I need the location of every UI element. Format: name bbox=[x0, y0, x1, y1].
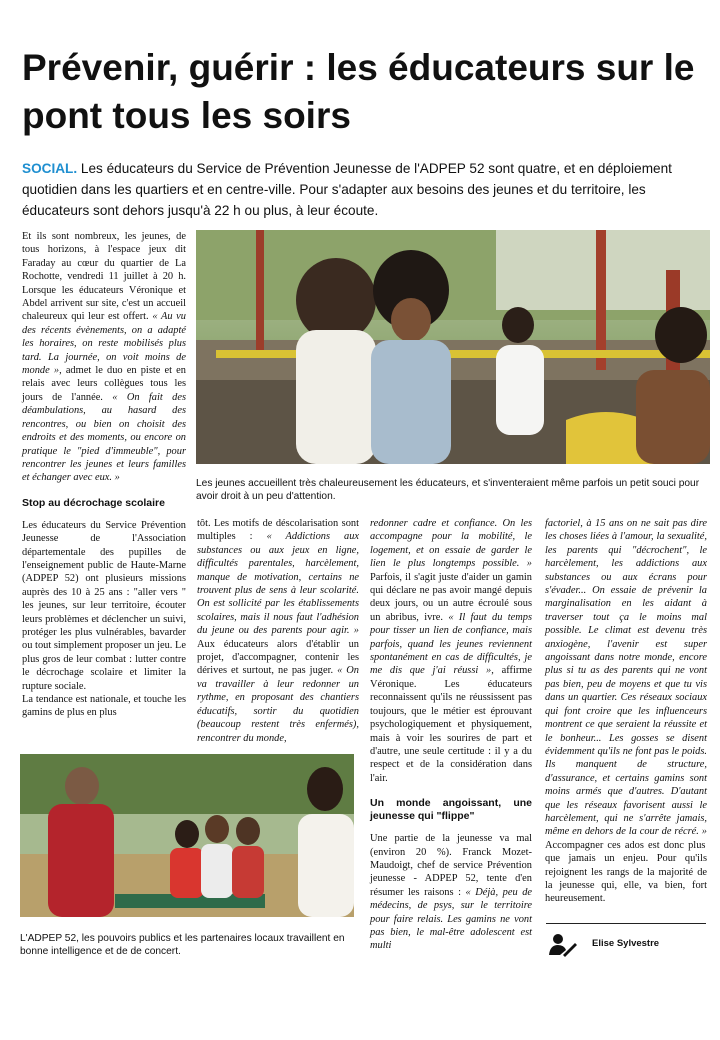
lead-kicker: SOCIAL. bbox=[22, 161, 78, 176]
quote: « On va travailler à leur redonner un rythme, en proposant des chantiers éducatifs, sortir du quotidien (beaucoup restent très enfermés), rencontrer du monde, bbox=[197, 665, 359, 744]
photo-adpep-group-image bbox=[20, 754, 354, 917]
quote: « Addictions aux substances ou aux jeux en ligne, difficultés parentales, harcèlement, manque de motivation, certains ne trouvent plus de sens à leur scolarité. On est sollicité par les établissements scolaires, mais il nous faut l'adhésion du jeune ou des parents pour agir. » bbox=[197, 531, 360, 637]
photo-youth-educators bbox=[196, 230, 710, 464]
column-1 bbox=[22, 230, 186, 720]
body-text: Accompagner ces ados est donc plus que jamais un enjeu. Pour qu'ils rejoignent les rangs de la majorité de la jeunesse qui, elle, va bien, fort heureusement. bbox=[545, 839, 707, 905]
quote: factoriel, à 15 ans on ne sait pas dire les choses liées à l'amour, la sexualité, les parents qui "décrochent", le harcèlement, les addictions aux substances ou aux écrans pour s'évader... On essaie de prévenir la marginalisation en les aidant à traverser tout ça le moins mal possible. Le climat est devenu très anxiogène, l'avenir est super angoissant dans notre monde, encore plus si tu as des parents qui ne vont pas bien, peu de moyens et que tu vis dans un quartier. Ces réseaux sociaux qui font croire que les influenceurs montrent ce que seraient la réussite et le bonheur... Les gosses se disent évidemment qu'ils ne font pas le poids. Ils manquent de structure, d'assurance, et certains gamins sont moins armés que d'autres. D'autant que les réseaux favorisent aussi le harcèlement, qui ne s'arrête jamais, même en dehors de la cour de récré. » bbox=[545, 518, 707, 838]
body-text: , affirme Véronique. Les éducateurs reconnaissent qu'ils ne réussissent pas toujours, que le métier est éprouvant psychologiquement et physiquement, mais à voir les sourires de part et d'autre, une seule certitude : il y a du respect et de la considération dans l'air. bbox=[370, 665, 532, 784]
article-title: Prévenir, guérir : les éducateurs sur le pont tous les soirs bbox=[22, 47, 695, 136]
author-icon bbox=[548, 933, 578, 957]
caption-bottom-photo: L'ADPEP 52, les pouvoirs publics et les partenaires locaux travaillent en bonne intelligence et de de concert. bbox=[20, 933, 345, 957]
quote: « Au vu des récents évènements, on a adapté les horaires, on reste mobilisés plus tard. La journée, on voit moins de monde » bbox=[22, 311, 186, 377]
lead-text: Les éducateurs du Service de Prévention Jeunesse de l'ADPEP 52 sont quatre, et en déploiement quotidien dans les quartiers et en centre-ville. Pour s'adapter aux besoins des jeunes et du territoire, les éducateurs sont dehors jusqu'à 22 h ou plus, à leur écoute. bbox=[22, 161, 672, 218]
body-text: Une partie de la jeunesse va mal (environ 20 %). Franck Mozet-Maudoigt, chef de service Prévention jeunesse - ADPEP 52, tente d'en résumer les raisons : bbox=[370, 833, 532, 898]
subhead-decrochage: Stop au décrochage scolaire bbox=[22, 496, 165, 509]
body-text: Et ils sont nombreux, les jeunes, de tous horizons, à l'espace jeux dit Faraday au cœur du quartier de La Rochotte, vendredi 11 juillet à 20 h. Lorsque les éducateurs Véronique et Abdel arrivent sur site, c'est un accueil chaleureux qui leur est offert. bbox=[22, 231, 186, 323]
photo-youth-educators-image bbox=[196, 230, 710, 464]
subhead-monde-angoissant: Un monde angoissant, une jeunesse qui "flippe" bbox=[370, 797, 532, 823]
quote: « On fait des déambulations, au hasard des rencontres, ou bien on choisit des endroits et des moments, ou encore on pratique le "pied d'immeuble", pour rencontrer les jeunes et leurs familles et échanger avec eux. » bbox=[22, 391, 186, 484]
body-text: Aux éducateurs alors d'établir un projet, d'accompagner, contenir les dérives et surtout, ne pas juger. bbox=[197, 638, 359, 677]
author-name: Elise Sylvestre bbox=[592, 938, 660, 949]
column-4 bbox=[545, 517, 707, 906]
column-1-paragraph-3: La tendance est nationale, et touche les gamins de plus en plus bbox=[22, 694, 186, 719]
column-1-paragraph bbox=[22, 230, 186, 485]
article-lead bbox=[22, 158, 712, 221]
photo-adpep-group bbox=[20, 754, 354, 917]
column-1-paragraph-2: Les éducateurs du Service Prévention Jeunesse de l'Association départementale des pupilles de l'enseignement public de Haute-Marne (ADPEP 52) ont plusieurs missions auprès des 10 à 25 ans : "aller vers " les jeunes, sur leur territoire, écouter leurs problèmes et déclencher un suivi, protéger les plus vulnérables, bavarder ou tout simplement proposer un jeu. Le plus gros de leur combat : lutter contre le décrochage scolaire et limiter la rupture sociale. bbox=[22, 519, 186, 692]
body-text: Parfois, il s'agit juste d'aider un gamin qui déclare ne pas avoir mangé depuis deux jours, ou un autre écroulé sous un abribus, ivre. bbox=[370, 571, 532, 623]
quote: « Il faut du temps pour tisser un lien de confiance, mais parfois, quand les jeunes reviennent spontanément en cas de difficultés, je me dis que j'ai réussi » bbox=[370, 611, 532, 677]
body-text: tôt. Les motifs de déscolarisation sont multiples : bbox=[197, 518, 359, 543]
quote: « Déjà, peu de médecins, de psys, sur le territoire pour faire relais. Les gamins ne vont pas bien, le mal-être adolescent est multi bbox=[370, 886, 532, 952]
author-divider bbox=[546, 923, 706, 924]
column-2 bbox=[197, 517, 359, 745]
column-3 bbox=[370, 517, 532, 953]
caption-top-photo: Les jeunes accueillent très chaleureusement les éducateurs, et s'inventeraient même parfois un petit souci pour avoir droit à un peu d'attention. bbox=[196, 478, 700, 502]
quote: redonner cadre et confiance. On les accompagne pour la mobilité, le logement, et on essaie de garder le lien le plus longtemps possible. » bbox=[370, 518, 532, 570]
body-text: , admet le duo en piste et en relais avec leurs collègues tous les jours de l'année. bbox=[22, 365, 186, 403]
